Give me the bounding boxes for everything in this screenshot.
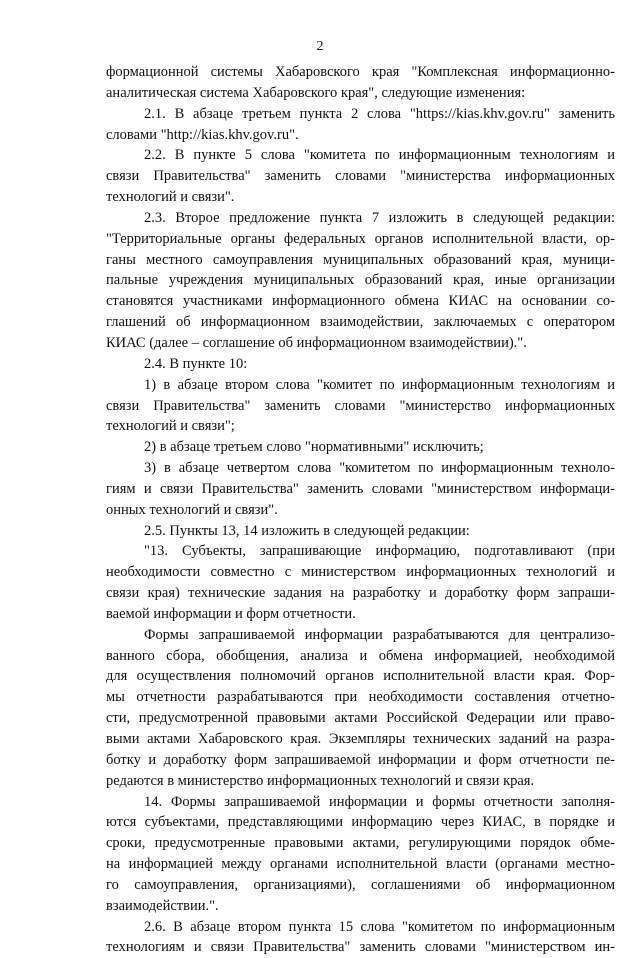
text-line: связи края) технические задания на разработку и доработку форм запраши- [106, 585, 615, 602]
document-body [106, 62, 615, 958]
text-line: для осуществления полномочий органов исполнительной власти края. Фор- [106, 668, 615, 685]
text-line: пальные учреждения муниципальных образований края, иные организации [106, 272, 615, 289]
text-line: гиям и связи Правительства" заменить словами "министерством информаци- [106, 480, 615, 497]
text-line: связи Правительства" заменить словами "министерства информационных [106, 168, 615, 185]
text-line: 2.3. Второе предложение пункта 7 изложить в следующей редакции: [144, 209, 615, 226]
text-line: словами "http://kias.khv.gov.ru". [106, 126, 299, 143]
text-line: сроки, предусмотренные правовыми актами, регулирующими порядок обме- [106, 835, 615, 852]
text-line: формационной системы Хабаровского края "Комплексная информационно- [106, 64, 615, 80]
text-line: взаимодействии.". [106, 897, 219, 914]
text-line: ваемой информации и форм отчетности. [106, 605, 356, 622]
text-line: выми актами Хабаровского края. Экземпляры технических заданий на разра- [106, 731, 615, 747]
text-line: 2.1. В абзаце третьем пункта 2 слова "https://kias.khv.gov.ru" заменить [144, 105, 615, 122]
text-line: на информацией между органами исполнительной власти (органами местно- [106, 856, 615, 873]
text-line: "13. Субъекты, запрашивающие информацию, подготавливают (при [144, 543, 615, 560]
text-line: ются субъектами, представляющими информацию через КИАС, в порядке и [106, 814, 615, 831]
text-line: технологий и связи". [106, 189, 235, 206]
text-line: 3) в абзаце четвертом слова "комитетом по информационным техноло- [144, 460, 615, 477]
text-line: онных технологий и связи". [106, 501, 278, 518]
text-line: 2) в абзаце третьем слово "нормативными" исключить; [144, 439, 484, 456]
text-line: ванного сбора, обобщения, анализа и обмена информацией, необходимой [106, 647, 615, 664]
text-line: связи Правительства" заменить словами "министерство информационных [106, 397, 615, 414]
text-line: КИАС (далее – соглашение об информационном взаимодействии).". [106, 334, 527, 351]
text-line: мы отчетности разрабатываются при необходимости составления отчетно- [106, 689, 615, 706]
text-line: го самоуправления, организациями), соглашениями об информационном [106, 876, 615, 893]
text-line: 2.4. В пункте 10: [144, 355, 248, 372]
text-line: необходимости совместно с министерством информационных технологий и [106, 564, 615, 581]
text-line: аналитическая система Хабаровского края", следующие изменения: [106, 84, 526, 101]
text-line: технологий и связи"; [106, 418, 235, 435]
text-line: глашений об информационном взаимодействии, заключаемых с оператором [106, 314, 615, 331]
text-line: 14. Формы запрашиваемой информации и формы отчетности заполня- [144, 793, 615, 810]
text-line: 2.2. В пункте 5 слова "комитета по информационным технологиям и [144, 147, 615, 164]
page-number: 2 [316, 39, 324, 54]
text-line: "Территориальные органы федеральных органов исполнительной власти, ор- [106, 230, 615, 247]
text-line: становятся участниками информационного обмена КИАС на основании со- [106, 293, 615, 310]
text-line: ганы местного самоуправления муниципальных образований края, муници- [106, 251, 615, 268]
text-line: 1) в абзаце втором слова "комитет по информационным технологиям и [144, 376, 615, 393]
text-line: ботку и доработку форм запрашиваемой информации и форм отчетности пе- [106, 751, 615, 768]
text-line: технологиям и связи Правительства" заменить словами "министерством ин- [106, 939, 615, 956]
text-line: Формы запрашиваемой информации разрабатываются для централизо- [144, 626, 615, 643]
text-line: сти, предусмотренной правовыми актами Российской Федерации или право- [106, 710, 615, 727]
text-line: редаются в министерство информационных технологий и связи края. [106, 772, 535, 789]
text-line: 2.5. Пункты 13, 14 изложить в следующей редакции: [144, 522, 470, 539]
text-line: 2.6. В абзаце втором пункта 15 слова "комитетом по информационным [144, 918, 615, 935]
